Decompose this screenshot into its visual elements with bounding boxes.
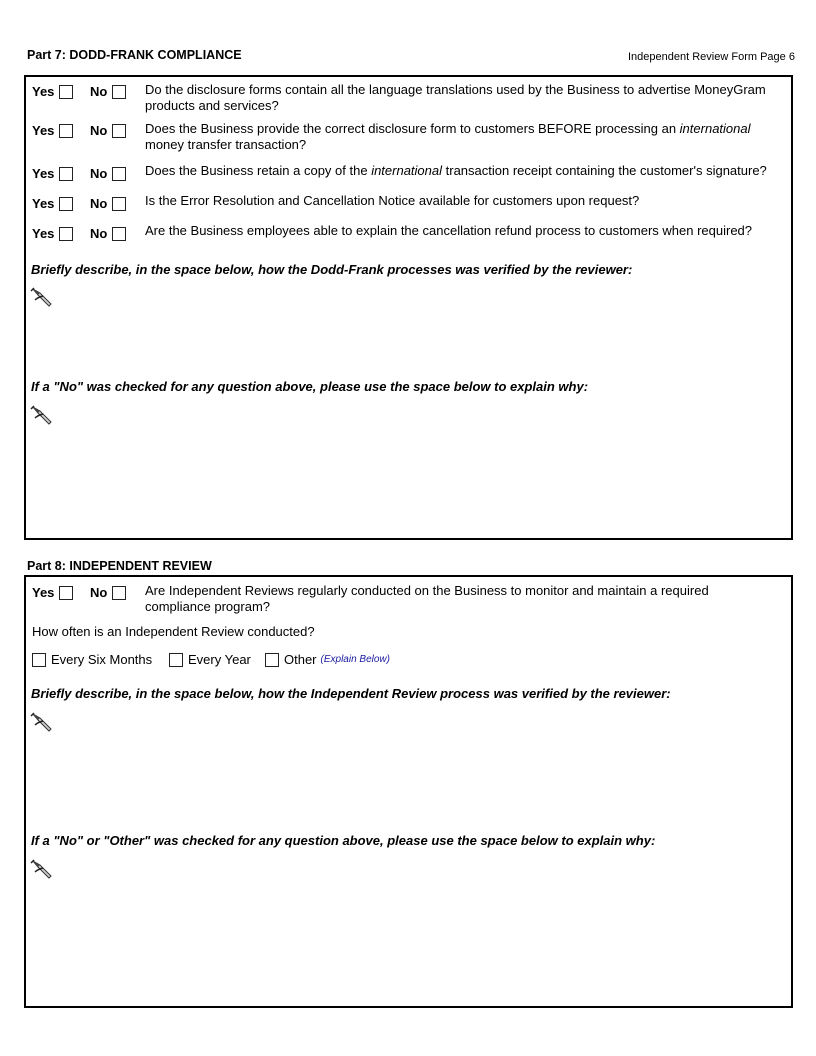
checkbox[interactable] bbox=[169, 653, 183, 667]
part8-title: Part 8: INDEPENDENT REVIEW bbox=[27, 559, 212, 573]
question-text: Do the disclosure forms contain all the language translations used by the Business to advertise MoneyGram products and services? bbox=[145, 82, 766, 113]
no-label: No bbox=[90, 196, 108, 211]
no-checkbox[interactable] bbox=[112, 586, 126, 600]
question-text: Are Independent Reviews regularly conducted on the Business to monitor and maintain a required compliance program? bbox=[145, 583, 709, 614]
option-every-six-months[interactable] bbox=[32, 652, 152, 667]
no-checkbox[interactable] bbox=[112, 197, 126, 211]
p8-q1-yes[interactable] bbox=[32, 585, 73, 600]
no-checkbox[interactable] bbox=[112, 124, 126, 138]
q2-yes[interactable] bbox=[32, 123, 73, 138]
option-every-year[interactable] bbox=[169, 652, 251, 667]
q5-no[interactable] bbox=[90, 226, 126, 241]
yes-label: Yes bbox=[32, 196, 55, 211]
question-text: Does the Business retain a copy of the international transaction receipt containing the customer's signature? bbox=[145, 163, 767, 178]
yes-checkbox[interactable] bbox=[59, 167, 73, 181]
question-text: Does the Business provide the correct disclosure form to customers BEFORE processing an international money transfer transaction? bbox=[145, 121, 751, 152]
frequency-question: How often is an Independent Review conducted? bbox=[32, 624, 315, 639]
no-checkbox[interactable] bbox=[112, 85, 126, 99]
describe-prompt: Briefly describe, in the space below, how the Dodd-Frank processes was verified by the reviewer: bbox=[31, 262, 633, 277]
describe-response-area[interactable] bbox=[31, 727, 786, 827]
q3-no[interactable] bbox=[90, 166, 126, 181]
option-label: Every Six Months bbox=[51, 652, 153, 667]
yes-label: Yes bbox=[32, 166, 55, 181]
explain-prompt: If a "No" was checked for any question above, please use the space below to explain why: bbox=[31, 379, 589, 394]
question-text: Is the Error Resolution and Cancellation Notice available for customers upon request? bbox=[145, 193, 640, 208]
explain-response-area[interactable] bbox=[31, 874, 786, 1000]
describe-response-area[interactable] bbox=[31, 302, 786, 380]
explain-below-note: (Explain Below) bbox=[320, 654, 390, 665]
explain-prompt: If a "No" or "Other" was checked for any question above, please use the space below to explain why: bbox=[31, 833, 656, 848]
q5-yes[interactable] bbox=[32, 226, 73, 241]
yes-label: Yes bbox=[32, 123, 55, 138]
q2-no[interactable] bbox=[90, 123, 126, 138]
question-text: Are the Business employees able to explain the cancellation refund process to customers when required? bbox=[145, 223, 753, 238]
no-label: No bbox=[90, 585, 108, 600]
yes-label: Yes bbox=[32, 226, 55, 241]
q1-no[interactable] bbox=[90, 84, 126, 99]
option-label: Every Year bbox=[188, 652, 251, 667]
option-label: Other bbox=[284, 652, 317, 667]
yes-checkbox[interactable] bbox=[59, 197, 73, 211]
part7-title: Part 7: DODD-FRANK COMPLIANCE bbox=[27, 48, 242, 62]
q4-no[interactable] bbox=[90, 196, 126, 211]
describe-prompt: Briefly describe, in the space below, how the Independent Review process was verified by the reviewer: bbox=[31, 686, 671, 701]
checkbox[interactable] bbox=[265, 653, 279, 667]
yes-checkbox[interactable] bbox=[59, 586, 73, 600]
no-label: No bbox=[90, 123, 108, 138]
explain-response-area[interactable] bbox=[31, 420, 786, 532]
yes-checkbox[interactable] bbox=[59, 85, 73, 99]
option-other[interactable] bbox=[265, 652, 390, 667]
q1-yes[interactable] bbox=[32, 84, 73, 99]
yes-label: Yes bbox=[32, 585, 55, 600]
no-label: No bbox=[90, 166, 108, 181]
no-checkbox[interactable] bbox=[112, 167, 126, 181]
page-label: Independent Review Form Page 6 bbox=[628, 51, 795, 63]
no-label: No bbox=[90, 84, 108, 99]
q3-yes[interactable] bbox=[32, 166, 73, 181]
yes-checkbox[interactable] bbox=[59, 124, 73, 138]
q4-yes[interactable] bbox=[32, 196, 73, 211]
checkbox[interactable] bbox=[32, 653, 46, 667]
yes-checkbox[interactable] bbox=[59, 227, 73, 241]
p8-q1-no[interactable] bbox=[90, 585, 126, 600]
yes-label: Yes bbox=[32, 84, 55, 99]
no-label: No bbox=[90, 226, 108, 241]
no-checkbox[interactable] bbox=[112, 227, 126, 241]
